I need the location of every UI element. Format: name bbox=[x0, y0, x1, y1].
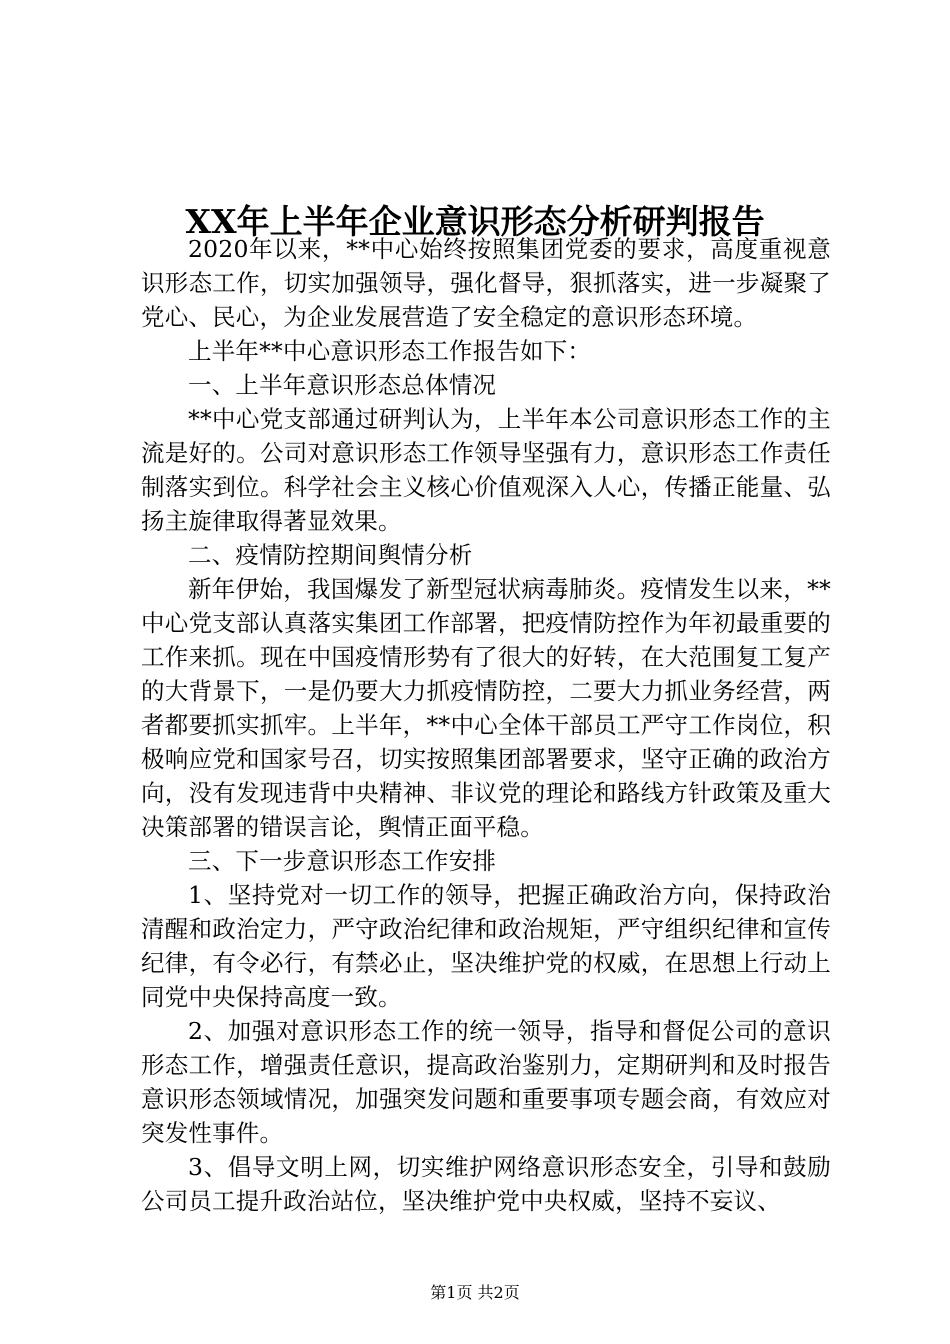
section-heading-1: 一、上半年意识形态总体情况 bbox=[188, 371, 497, 399]
section-heading-3: 三、下一步意识形态工作安排 bbox=[188, 847, 497, 875]
paragraph-section-2: 新年伊始，我国爆发了新型冠状病毒肺炎。疫情发生以来，**中心党支部认真落实集团工作部署，把疫情防控作为年初最重要的工作来抓。现在中国疫情形势有了很大的好转，在大范围复工复产的大背景下，一是仍要大力抓疫情防控，二要大力抓业务经营，两者都要抓实抓牢。上半年，**中心全体干部员工严守工作岗位，积极响应党和国家号召，切实按照集团部署要求，坚守正确的政治方向，没有发现违背中央精神、非议党的理论和路线方针政策及重大决策部署的错误言论，舆情正面平稳。 bbox=[141, 575, 831, 841]
paragraph-item-3: 3、倡导文明上网，切实维护网络意识形态安全，引导和鼓励公司员工提升政治站位，坚决维护党中央权威，坚持不妄议、 bbox=[141, 1153, 831, 1215]
document-title: XX年上半年企业意识形态分析研判报告 bbox=[185, 202, 765, 242]
section-heading-2: 二、疫情防控期间舆情分析 bbox=[188, 541, 473, 569]
document-body bbox=[141, 232, 831, 1218]
paragraph-section-1: **中心党支部通过研判认为，上半年本公司意识形态工作的主流是好的。公司对意识形态工作领导坚强有力，意识形态工作责任制落实到位。科学社会主义核心价值观深入人心，传播正能量、弘扬主旋律取得著显效果。 bbox=[141, 405, 831, 535]
page-footer: 第1页 共2页 bbox=[430, 1283, 520, 1302]
paragraph-item-2: 2、加强对意识形态工作的统一领导，指导和督促公司的意识形态工作，增强责任意识，提高政治鉴别力，定期研判和及时报告意识形态领域情况，加强突发问题和重要事项专题会商，有效应对突发性事件。 bbox=[141, 1017, 831, 1147]
paragraph-intro: 2020年以来，**中心始终按照集团党委的要求，高度重视意识形态工作，切实加强领导，强化督导，狠抓落实，进一步凝聚了党心、民心，为企业发展营造了安全稳定的意识形态环境。 bbox=[141, 235, 831, 331]
paragraph-item-1: 1、坚持党对一切工作的领导，把握正确政治方向，保持政治清醒和政治定力，严守政治纪律和政治规矩，严守组织纪律和宣传纪律，有令必行，有禁必止，坚决维护党的权威，在思想上行动上同党中央保持高度一致。 bbox=[141, 881, 831, 1011]
paragraph-report-lead: 上半年**中心意识形态工作报告如下： bbox=[188, 337, 592, 365]
